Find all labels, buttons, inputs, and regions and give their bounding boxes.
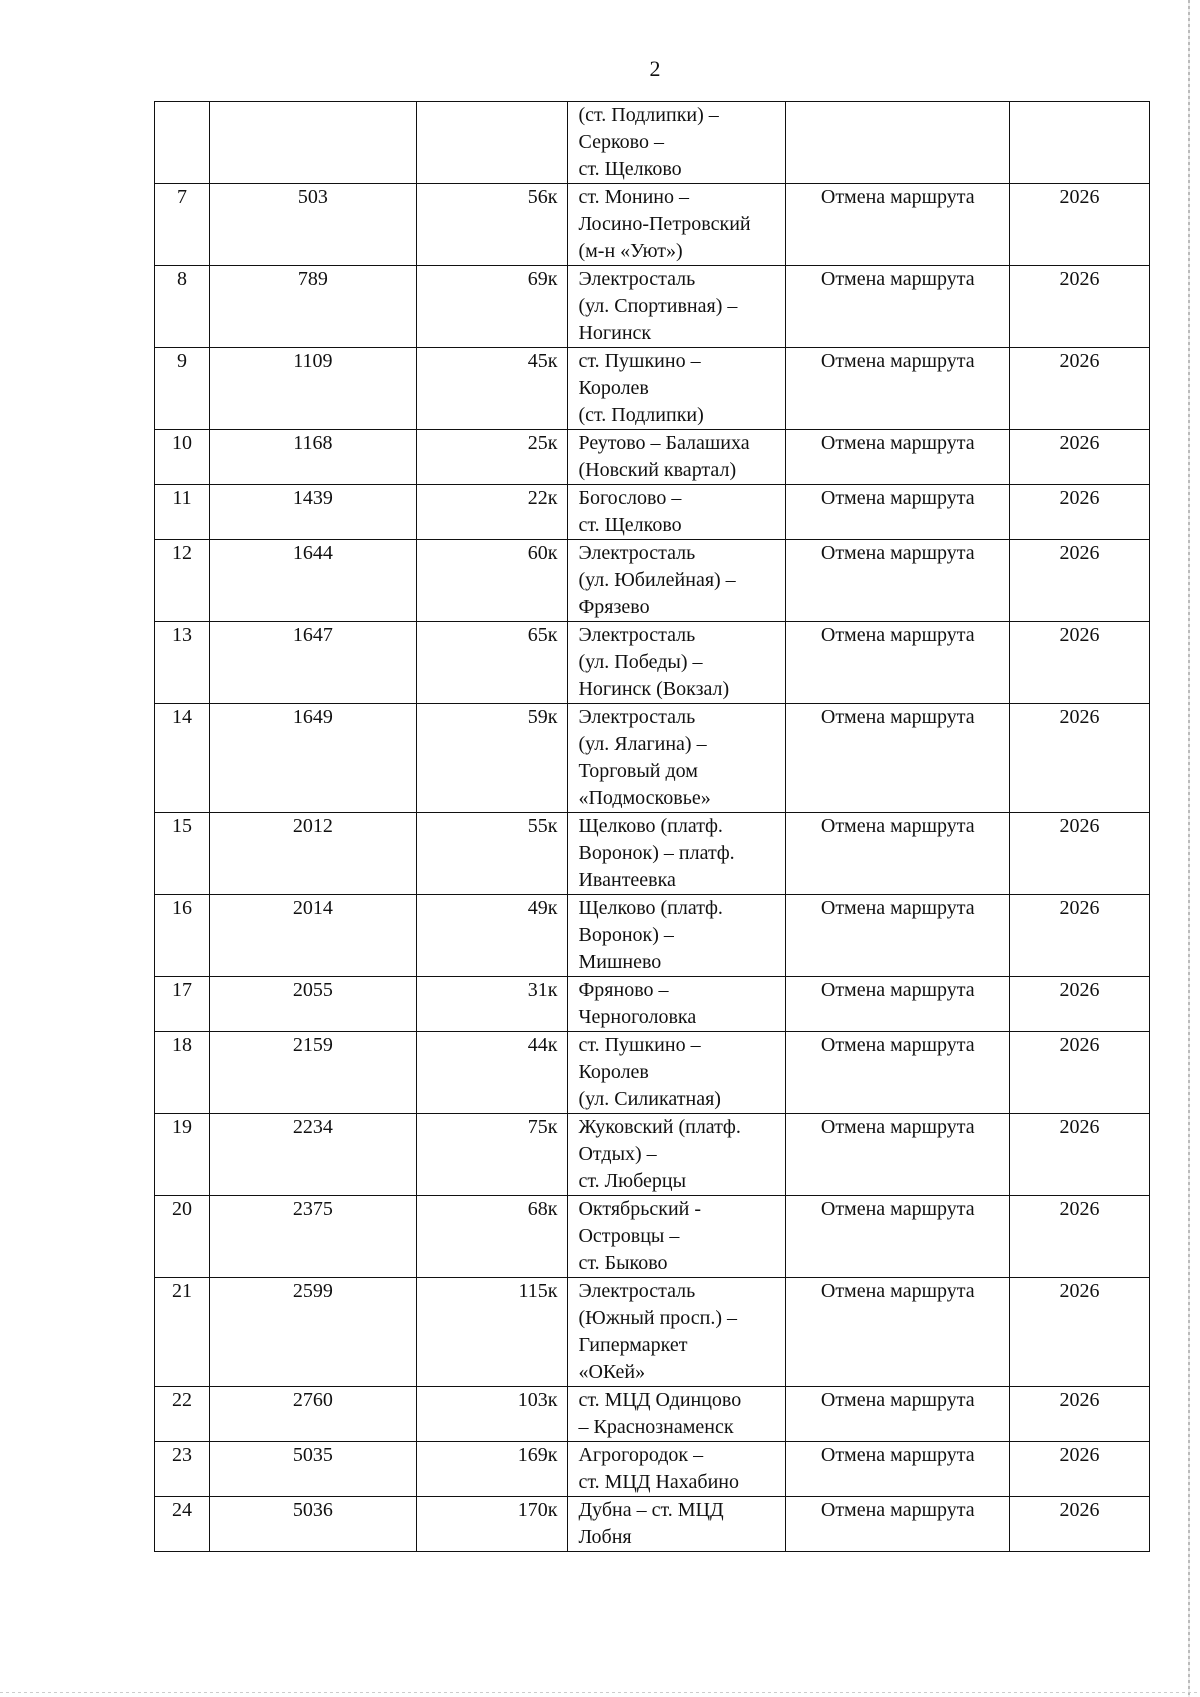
registry-number-cell: 2159 [209,1032,416,1114]
routes-table-body [155,102,1150,1552]
row-number-cell: 9 [155,348,210,430]
row-number-cell: 22 [155,1387,210,1442]
row-number-cell: 20 [155,1196,210,1278]
action-cell [786,102,1010,184]
table-row [155,1442,1150,1497]
route-number-cell: 25к [416,430,568,485]
route-number-cell: 65к [416,622,568,704]
table-row [155,813,1150,895]
routes-table [154,101,1150,1552]
route-number-cell: 55к [416,813,568,895]
table-row [155,485,1150,540]
year-cell: 2026 [1010,813,1150,895]
route-number-cell: 115к [416,1278,568,1387]
table-row [155,266,1150,348]
action-cell: Отмена маршрута [786,184,1010,266]
registry-number-cell: 2599 [209,1278,416,1387]
route-path-cell: Жуковский (платф. Отдых) – ст. Люберцы [568,1114,786,1196]
registry-number-cell: 2012 [209,813,416,895]
route-path-cell: Фряново – Черноголовка [568,977,786,1032]
registry-number-cell: 2055 [209,977,416,1032]
table-row [155,102,1150,184]
action-cell: Отмена маршрута [786,704,1010,813]
route-number-cell: 56к [416,184,568,266]
route-number-cell: 170к [416,1497,568,1552]
table-row [155,540,1150,622]
table-row [155,430,1150,485]
route-number-cell: 68к [416,1196,568,1278]
action-cell: Отмена маршрута [786,540,1010,622]
row-number-cell: 18 [155,1032,210,1114]
route-number-cell: 169к [416,1442,568,1497]
row-number-cell: 7 [155,184,210,266]
route-path-cell: Электросталь (ул. Спортивная) – Ногинск [568,266,786,348]
row-number-cell: 23 [155,1442,210,1497]
route-number-cell: 22к [416,485,568,540]
action-cell: Отмена маршрута [786,485,1010,540]
row-number-cell: 8 [155,266,210,348]
table-row [155,1196,1150,1278]
route-path-cell: Реутово – Балашиха (Новский квартал) [568,430,786,485]
year-cell: 2026 [1010,1442,1150,1497]
row-number-cell: 24 [155,1497,210,1552]
row-number-cell: 19 [155,1114,210,1196]
route-path-cell: Щелково (платф. Воронок) – Мишнево [568,895,786,977]
registry-number-cell [209,102,416,184]
registry-number-cell: 2760 [209,1387,416,1442]
route-path-cell: Октябрьский - Островцы – ст. Быково [568,1196,786,1278]
row-number-cell: 10 [155,430,210,485]
table-row [155,348,1150,430]
registry-number-cell: 1647 [209,622,416,704]
route-path-cell: (ст. Подлипки) – Серково – ст. Щелково [568,102,786,184]
registry-number-cell: 503 [209,184,416,266]
row-number-cell: 11 [155,485,210,540]
year-cell: 2026 [1010,1114,1150,1196]
route-number-cell: 60к [416,540,568,622]
year-cell: 2026 [1010,1387,1150,1442]
action-cell: Отмена маршрута [786,266,1010,348]
table-row [155,1114,1150,1196]
action-cell: Отмена маршрута [786,1442,1010,1497]
year-cell: 2026 [1010,485,1150,540]
registry-number-cell: 1649 [209,704,416,813]
table-row [155,895,1150,977]
row-number-cell: 16 [155,895,210,977]
action-cell: Отмена маршрута [786,1278,1010,1387]
route-number-cell: 69к [416,266,568,348]
route-number-cell: 59к [416,704,568,813]
table-row [155,1387,1150,1442]
registry-number-cell: 1644 [209,540,416,622]
registry-number-cell: 1109 [209,348,416,430]
action-cell: Отмена маршрута [786,348,1010,430]
route-path-cell: Щелково (платф. Воронок) – платф. Ивантеевка [568,813,786,895]
route-path-cell: Электросталь (Южный просп.) – Гипермаркет «ОКей» [568,1278,786,1387]
registry-number-cell: 2234 [209,1114,416,1196]
year-cell: 2026 [1010,1497,1150,1552]
year-cell: 2026 [1010,977,1150,1032]
route-number-cell: 103к [416,1387,568,1442]
year-cell: 2026 [1010,1278,1150,1387]
route-path-cell: Электросталь (ул. Юбилейная) – Фрязево [568,540,786,622]
year-cell: 2026 [1010,540,1150,622]
table-row [155,184,1150,266]
table-row [155,1497,1150,1552]
route-path-cell: Электросталь (ул. Победы) – Ногинск (Вокзал) [568,622,786,704]
route-number-cell: 31к [416,977,568,1032]
route-number-cell [416,102,568,184]
year-cell: 2026 [1010,1032,1150,1114]
year-cell: 2026 [1010,704,1150,813]
route-path-cell: Электросталь (ул. Ялагина) – Торговый дом «Подмосковье» [568,704,786,813]
year-cell: 2026 [1010,895,1150,977]
year-cell: 2026 [1010,622,1150,704]
row-number-cell: 21 [155,1278,210,1387]
registry-number-cell: 789 [209,266,416,348]
year-cell: 2026 [1010,266,1150,348]
action-cell: Отмена маршрута [786,977,1010,1032]
route-path-cell: ст. Пушкино – Королев (ул. Силикатная) [568,1032,786,1114]
route-path-cell: ст. Пушкино – Королев (ст. Подлипки) [568,348,786,430]
table-row [155,622,1150,704]
row-number-cell: 15 [155,813,210,895]
year-cell [1010,102,1150,184]
route-path-cell: ст. Монино – Лосино-Петровский (м-н «Уют») [568,184,786,266]
route-number-cell: 45к [416,348,568,430]
action-cell: Отмена маршрута [786,813,1010,895]
row-number-cell [155,102,210,184]
registry-number-cell: 2014 [209,895,416,977]
row-number-cell: 17 [155,977,210,1032]
year-cell: 2026 [1010,184,1150,266]
action-cell: Отмена маршрута [786,1196,1010,1278]
route-path-cell: Дубна – ст. МЦД Лобня [568,1497,786,1552]
action-cell: Отмена маршрута [786,1114,1010,1196]
row-number-cell: 12 [155,540,210,622]
row-number-cell: 14 [155,704,210,813]
action-cell: Отмена маршрута [786,430,1010,485]
action-cell: Отмена маршрута [786,1497,1010,1552]
action-cell: Отмена маршрута [786,895,1010,977]
scan-bottom-artifact [0,1692,1200,1693]
page-number: 2 [649,56,661,81]
route-path-cell: Агрогородок – ст. МЦД Нахабино [568,1442,786,1497]
action-cell: Отмена маршрута [786,1032,1010,1114]
table-row [155,977,1150,1032]
year-cell: 2026 [1010,348,1150,430]
action-cell: Отмена маршрута [786,1387,1010,1442]
table-row [155,1278,1150,1387]
route-number-cell: 75к [416,1114,568,1196]
table-row [155,704,1150,813]
table-row [155,1032,1150,1114]
registry-number-cell: 1168 [209,430,416,485]
route-path-cell: ст. МЦД Одинцово – Краснознаменск [568,1387,786,1442]
route-number-cell: 49к [416,895,568,977]
scan-edge-artifact [1188,0,1190,1697]
action-cell: Отмена маршрута [786,622,1010,704]
registry-number-cell: 5036 [209,1497,416,1552]
registry-number-cell: 1439 [209,485,416,540]
route-path-cell: Богослово – ст. Щелково [568,485,786,540]
registry-number-cell: 5035 [209,1442,416,1497]
registry-number-cell: 2375 [209,1196,416,1278]
row-number-cell: 13 [155,622,210,704]
route-number-cell: 44к [416,1032,568,1114]
year-cell: 2026 [1010,430,1150,485]
year-cell: 2026 [1010,1196,1150,1278]
